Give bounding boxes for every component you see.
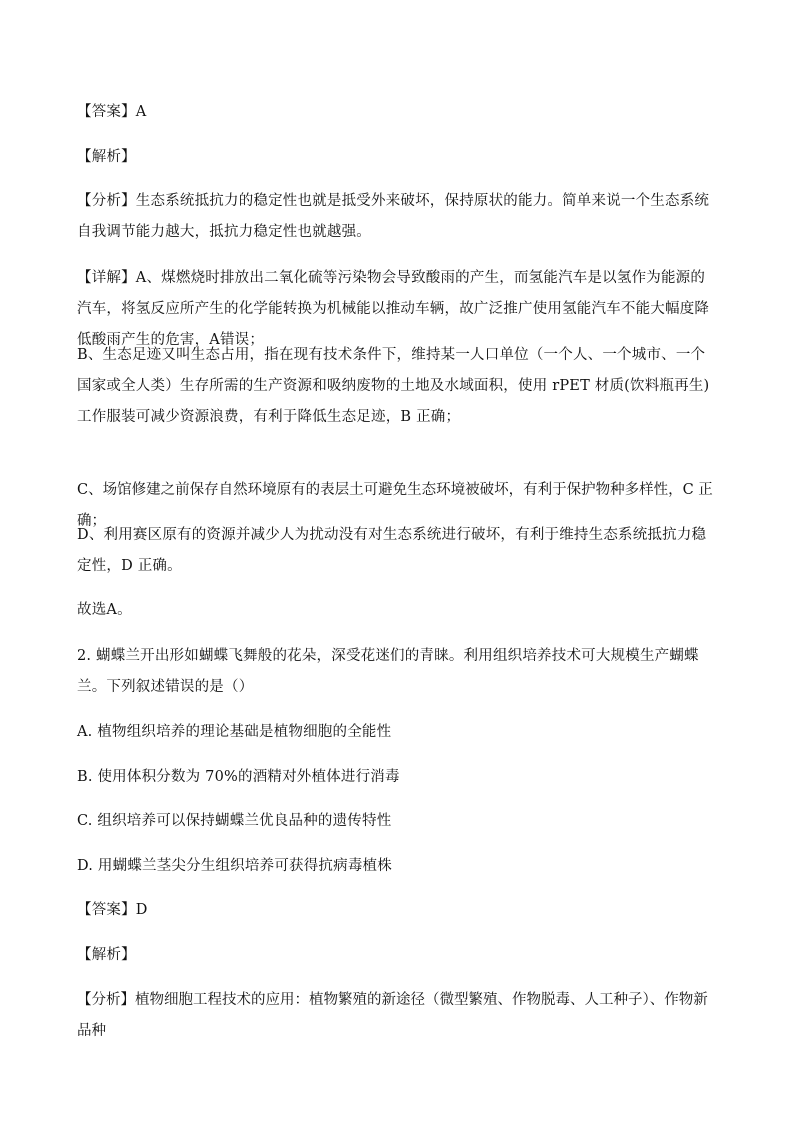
- conclusion-1: 故选A。: [77, 602, 132, 618]
- answer-1: 【答案】A: [77, 104, 147, 120]
- detail-a: 【详解】A、煤燃烧时排放出二氧化硫等污染物会导致酸雨的产生，而氢能汽车是以氢作为能源的汽车，将氢反应所产生的化学能转换为机械能以推动车辆，故广泛推广使用氢能汽车不能大幅度降低酸雨产生的危害，A错误；: [77, 270, 710, 348]
- analysis-heading-2: 【解析】: [77, 947, 136, 963]
- option-a: A. 植物组织培养的理论基础是植物细胞的全能性: [77, 724, 392, 740]
- analysis-summary-2: 【分析】植物细胞工程技术的应用：植物繁殖的新途径（微型繁殖、作物脱毒、人工种子）、作物新品种: [77, 992, 708, 1039]
- analysis-heading-1: 【解析】: [77, 149, 136, 165]
- analysis-summary-1: 【分析】生态系统抵抗力的稳定性也就是抵受外来破坏，保持原状的能力。简单来说一个生态系统自我调节能力越大，抵抗力稳定性也就越强。: [77, 193, 710, 240]
- question-2: 2. 蝴蝶兰开出形如蝴蝶飞舞般的花朵，深受花迷们的青睐。利用组织培养技术可大规模生产蝴蝶兰。下列叙述错误的是（）: [77, 648, 699, 695]
- option-c: C. 组织培养可以保持蝴蝶兰优良品种的遗传特性: [77, 813, 392, 829]
- detail-c: C、场馆修建之前保存自然环境原有的表层土可避免生态环境被破坏，有利于保护物种多样性，C 正确；: [77, 482, 713, 529]
- detail-d: D、利用赛区原有的资源并减少人为扰动没有对生态系统进行破坏，有利于维持生态系统抵抗力稳定性，D 正确。: [77, 527, 707, 574]
- answer-2: 【答案】D: [77, 902, 148, 918]
- detail-b: B、生态足迹又叫生态占用，指在现有技术条件下，维持某一人口单位（一个人、一个城市、一个国家或全人类）生存所需的生产资源和吸纳废物的土地及水域面积，使用 rPET 材质(饮料瓶再生)工作服装可减少资源浪费，有利于降低生态足迹，B 正确；: [77, 347, 710, 425]
- option-d: D. 用蝴蝶兰茎尖分生组织培养可获得抗病毒植株: [77, 858, 392, 874]
- option-b: B. 使用体积分数为 70%的酒精对外植体进行消毒: [77, 769, 400, 785]
